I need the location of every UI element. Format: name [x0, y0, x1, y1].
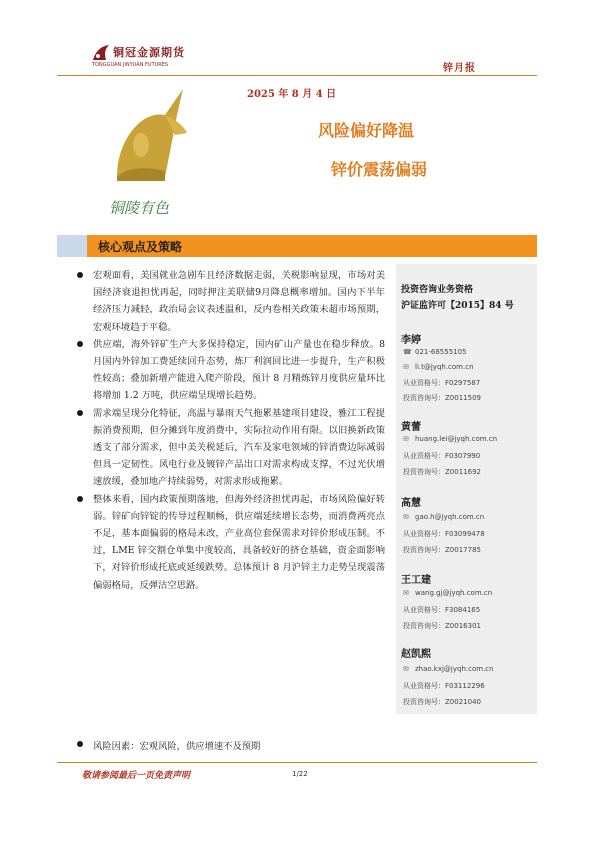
email-icon: ✉ [403, 363, 409, 371]
email-icon: ✉ [403, 435, 409, 443]
risk-text: 风险因素：宏观风险，供应增速不及预期 [93, 741, 261, 752]
report-title-line1: 风险偏好降温 [318, 121, 415, 140]
footer-divider [57, 762, 537, 763]
analyst-email[interactable]: ✉ li.t@jyqh.com.cn [403, 363, 474, 371]
company-name-en: TONGGUAN JINYUAN FUTURES [92, 62, 169, 68]
paragraph-text: 宏观面看，美国就业急剧车且经济数据走弱，关税影响显现，市场对美国经济衰退担忧再起，同时押注美联储9月降息概率增加。国内下半年经济压力减轻，政治局会议表述温和，反内卷相关政策未超市场预期，宏观环境趋于平稳。 [93, 270, 385, 333]
bullet-icon [77, 410, 83, 416]
analyst-cert: 从业资格号：F0297587 [403, 379, 481, 387]
email-icon: ✉ [403, 665, 409, 673]
paragraph-supply [75, 336, 385, 405]
email-icon: ✉ [403, 589, 409, 597]
email-icon: ✉ [403, 513, 409, 521]
analyst-name: 黄蕾 [401, 422, 421, 433]
emblem-logo-icon [95, 85, 205, 230]
analyst-advisor-id: 投资咨询号：Z0011692 [403, 468, 481, 476]
report-title-line2: 锌价震荡偏弱 [331, 160, 428, 179]
risk-factors [75, 738, 385, 752]
disclaimer-link[interactable]: 敬请参阅最后一页免责声明 [82, 771, 191, 781]
paragraph-text: 整体来看，国内政策预期落地，但海外经济担忧再起，市场风险偏好转弱。锌矿向锌锭的传导过程顺畅，供应端延续增长态势，而消费两亮点不足，基本面偏弱的格局未改，产业高位套保需求对锌价形成压制。不过，LME 锌交割仓单集中度较高，具备较好的挤仓基础，资金面影响下，对锌价形成托底或延缓跌势。总体预计 8 月沪锌主力走势呈现震荡偏弱格局，反弹沽空思路。 [93, 493, 385, 591]
analyst-email[interactable]: ✉ huang.lei@jyqh.com.cn [403, 435, 498, 443]
section-title: 核心观点及策略 [98, 240, 183, 254]
analyst-email[interactable]: ✉ gao.h@jyqh.com.cn [403, 513, 485, 521]
bullet-icon [77, 741, 83, 747]
company-name-cn: 铜冠金源期货 [113, 46, 185, 59]
analyst-advisor-id: 投资咨询号：Z0017785 [403, 546, 481, 554]
bullet-icon [77, 496, 83, 502]
analyst-name: 高慧 [401, 498, 421, 509]
analyst-advisor-id: 投资咨询号：Z0011509 [403, 394, 481, 402]
document-type: 锌月报 [443, 63, 476, 74]
page-number: 1/22 [292, 770, 308, 778]
qualification-line2: 沪证监许可【2015】84 号 [401, 301, 514, 311]
company-logo-icon [90, 42, 112, 64]
bullet-icon [77, 341, 83, 347]
qualification-info [401, 282, 537, 314]
phone-icon: ☎ [403, 348, 412, 356]
analyst-cert: 从业资格号：F03112296 [403, 682, 485, 690]
qualification-line1: 投资咨询业务资格 [401, 285, 474, 295]
analyst-email[interactable]: ✉ zhao.kxj@jyqh.com.cn [403, 665, 494, 673]
core-views-body [75, 267, 385, 594]
analyst-advisor-id: 投资咨询号：Z0021040 [403, 698, 481, 706]
analyst-cert: 从业资格号：F3084165 [403, 606, 481, 614]
analyst-phone: ☎ 021-68555105 [403, 348, 467, 356]
analyst-cert: 从业资格号：F0307990 [403, 452, 481, 460]
paragraph-text: 需求端呈现分化特征，高温与暴雨天气拖累基建项目建设，雅江工程提振消费预期，但分摊到年度消费中，实际拉动作用有限。以旧换新政策透支了部分需求，但中美关税延后，汽车及家电领域的锌消费边际减弱但具一定韧性。风电行业及镀锌产品出口对需求构成支撑，不过光伏增速放缓，叠加地产持续弱势，对需求形成拖累。 [93, 407, 385, 488]
analyst-name: 李婷 [401, 335, 421, 346]
analyst-cert: 从业资格号：F03099478 [403, 530, 485, 538]
emblem-text: 铜陵有色 [109, 199, 170, 217]
bullet-icon [77, 272, 83, 278]
paragraph-demand [75, 405, 385, 491]
paragraph-text: 供应端，海外锌矿生产大多保持稳定，国内矿山产量也在稳步释放。8 月国内外锌加工费延续回升态势，炼厂利润回比进一步提升，生产积极性较高；叠加新增产能进入爬产阶段，预计 8 月精炼锌月度供应量环比将增加 1.2 万吨，供应端呈现增长趋势。 [93, 338, 385, 402]
section-banner-accent [57, 235, 87, 257]
analyst-advisor-id: 投资咨询号：Z0016301 [403, 622, 481, 630]
analyst-name: 王工建 [401, 575, 431, 586]
paragraph-overall [75, 491, 385, 594]
paragraph-macro [75, 267, 385, 336]
analyst-name: 赵凯熙 [401, 649, 431, 660]
analyst-email[interactable]: ✉ wang.gj@jyqh.com.cn [403, 589, 493, 597]
report-date: 2025 年 8 月 4 日 [247, 89, 337, 100]
header-divider [57, 75, 537, 76]
